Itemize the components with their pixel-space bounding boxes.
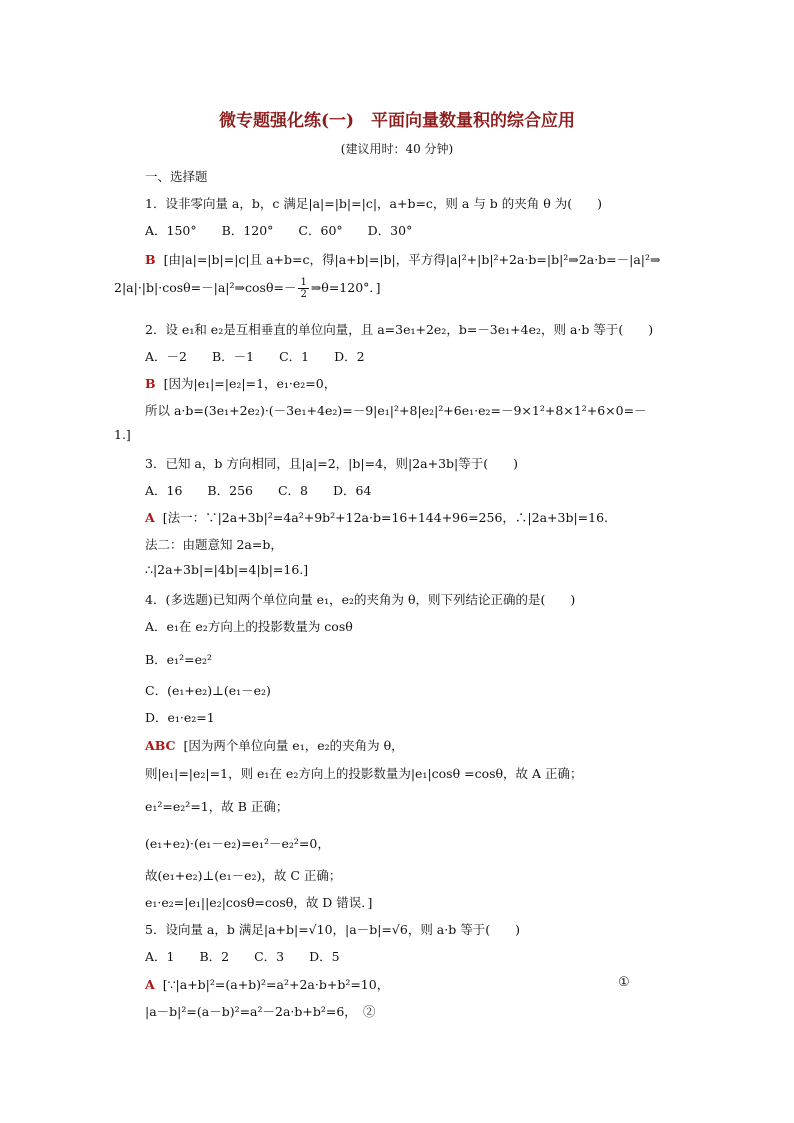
q4-sol4: (e₁+e₂)·(e₁－e₂)=e₁²－e₂²=0， (145, 836, 330, 851)
q5-stem: 5．设向量 a，b 满足|a+b|=√10，|a－b|=√6，则 a·b 等于( ) (145, 922, 520, 937)
q5-options: A．1 B．2 C．3 D．5 (145, 949, 340, 964)
q3-sol3: ∴|2a+3b|=|4b|=4|b|=16.] (145, 562, 309, 577)
q2-sol3: 1.] (114, 427, 131, 442)
section-heading: 一、选择题 (145, 169, 208, 184)
q2-stem: 2．设 e₁和 e₂是互相垂直的单位向量，且 a=3e₁+2e₂，b=－3e₁+4e₂，则 a·b 等于( ) (145, 322, 654, 337)
q2-sol1: [因为|e₁|=|e₂|=1，e₁·e₂=0， (163, 376, 337, 391)
q5-solution-line1 (145, 975, 389, 993)
q1-options: A．150° B．120° C．60° D．30° (145, 223, 413, 238)
q5-answer: A (145, 977, 155, 992)
time-suggestion: (建议用时：40 分钟) (340, 142, 454, 156)
q4-sol2: 则|e₁|=|e₂|=1，则 e₁在 e₂方向上的投影数量为|e₁|cosθ =cosθ，故 A 正确； (145, 766, 583, 781)
q2-sol2: 所以 a·b=(3e₁+2e₂)·(－3e₁+4e₂)=－9|e₁|²+8|e₂|²+6e₁·e₂=－9×1²+8×1²+6×0=－ (145, 403, 647, 418)
q4-sol3: e₁²=e₂²=1，故 B 正确； (145, 799, 289, 814)
q3-solution-line1 (145, 508, 608, 526)
q2-solution-line1 (145, 374, 336, 392)
q3-stem: 3．已知 a，b 方向相同，且|a|=2，|b|=4，则|2a+3b|等于( ) (145, 456, 519, 471)
q1-solution-line1 (145, 250, 661, 268)
q1-fraction (298, 277, 308, 300)
q4-option-b: B．e₁²=e₂² (145, 652, 212, 667)
equation-mark-1: ① (618, 975, 630, 990)
q4-sol1: [因为两个单位向量 e₁，e₂的夹角为 θ， (183, 738, 404, 753)
page-title: 微专题强化练(一) 平面向量数量积的综合应用 (218, 111, 576, 131)
frac-num: 1 (300, 277, 307, 288)
q1-sol1: [由|a|=|b|=|c|且 a+b=c，得|a+b|=|b|，平方得|a|²+|b|²+2a·b=|b|²⇒2a·b=－|a|²⇒ (163, 252, 661, 267)
q2-answer: B (145, 376, 156, 391)
q5-sol1: [∵|a+b|²=(a+b)²=a²+2a·b+b²=10， (162, 977, 390, 992)
q3-sol1: [法一：∵|2a+3b|²=4a²+9b²+12a·b=16+144+96=256，∴|2a+3b|=16. (162, 510, 609, 525)
q4-stem: 4．(多选题)已知两个单位向量 e₁，e₂的夹角为 θ，则下列结论正确的是( ) (145, 592, 576, 607)
q3-sol2: 法二：由题意知 2a=b， (145, 537, 283, 552)
q2-options: A．－2 B．－1 C．1 D．2 (145, 349, 365, 364)
q3-answer: A (145, 510, 155, 525)
q4-option-a: A．e₁在 e₂方向上的投影数量为 cosθ (145, 619, 353, 634)
q1-sol2b: ⇒θ=120°．] (310, 280, 381, 295)
q4-answer: ABC (145, 738, 176, 753)
q4-option-d: D．e₁·e₂=1 (145, 710, 215, 725)
q4-solution-line1 (145, 736, 404, 754)
q1-sol2a: 2|a|·|b|·cosθ=－|a|²⇒cosθ=－ (114, 280, 297, 295)
q3-options: A．16 B．256 C．8 D．64 (145, 483, 372, 498)
q1-solution-line2 (114, 277, 381, 300)
q4-sol5: 故(e₁+e₂)⊥(e₁－e₂)，故 C 正确； (145, 868, 342, 883)
q4-option-c: C．(e₁+e₂)⊥(e₁－e₂) (145, 683, 271, 698)
q4-sol6: e₁·e₂=|e₁||e₂|cosθ=cosθ，故 D 错误．] (145, 895, 373, 910)
q1-stem: 1．设非零向量 a，b，c 满足|a|=|b|=|c|，a+b=c，则 a 与 b 的夹角 θ 为( ) (145, 196, 603, 211)
q1-answer: B (145, 252, 156, 267)
q5-sol2: |a－b|²=(a－b)²=a²－2a·b+b²=6， ② (145, 1004, 376, 1019)
frac-den: 2 (300, 289, 307, 300)
